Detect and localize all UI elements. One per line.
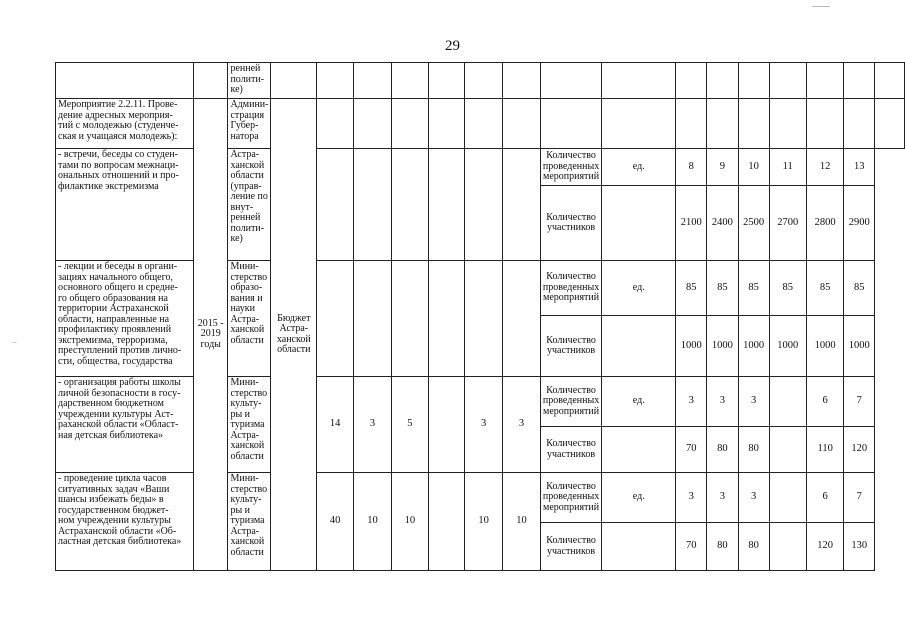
empty-cell — [875, 99, 905, 149]
indicator-value: 85 — [806, 261, 843, 316]
indicator-value — [769, 377, 806, 427]
indicator-value: 3 — [738, 377, 769, 427]
indicator-value: 1000 — [844, 316, 875, 377]
empty-cell — [769, 99, 806, 149]
indicator-value: 6 — [806, 473, 843, 523]
finance-cell — [317, 149, 354, 261]
empty-cell — [676, 99, 707, 149]
finance-cell: 3 — [354, 377, 392, 473]
indicator-value: 11 — [769, 149, 806, 186]
indicator-value: 7 — [844, 473, 875, 523]
empty-cell — [707, 63, 739, 99]
empty-cell — [271, 63, 317, 99]
indicator-value: 2900 — [844, 186, 875, 261]
indicator-name: Количество участников — [540, 316, 601, 377]
indicator-value: 10 — [738, 149, 769, 186]
indicator-value: 85 — [707, 261, 739, 316]
finance-cell — [503, 261, 541, 377]
finance-cell — [465, 261, 503, 377]
finance-cell — [317, 261, 354, 377]
finance-cell: 3 — [503, 377, 541, 473]
activity-responsible: Мини- стерство культу- ры и туризма Астра- ханской области — [228, 473, 271, 571]
indicator-value — [769, 523, 806, 571]
indicator-name: Количество участников — [540, 523, 601, 571]
empty-cell — [738, 63, 769, 99]
finance-cell — [391, 261, 428, 377]
responsible-cell: ренней полити- ке) — [228, 63, 271, 99]
finance-cell — [354, 149, 392, 261]
indicator-value: 120 — [844, 427, 875, 473]
indicator-value: 8 — [676, 149, 707, 186]
empty-cell — [391, 99, 428, 149]
empty-cell — [428, 99, 464, 149]
activity-cell — [56, 63, 194, 99]
indicator-value: 6 — [806, 377, 843, 427]
indicator-value: 130 — [844, 523, 875, 571]
indicator-value: 85 — [844, 261, 875, 316]
empty-cell — [844, 63, 875, 99]
indicator-value: 3 — [676, 473, 707, 523]
finance-cell: 40 — [317, 473, 354, 571]
finance-cell — [428, 261, 464, 377]
activity-responsible: Мини- стерство культу- ры и туризма Астра- ханской области — [228, 377, 271, 473]
indicator-name: Количество участников — [540, 427, 601, 473]
indicator-unit: ед. — [602, 261, 676, 316]
measure-funding: Бюджет Астра- ханской области — [271, 99, 317, 571]
indicator-value: 70 — [676, 523, 707, 571]
finance-cell — [428, 377, 464, 473]
indicator-value: 3 — [738, 473, 769, 523]
indicator-unit — [602, 427, 676, 473]
indicator-value: 1000 — [707, 316, 739, 377]
empty-cell — [354, 63, 392, 99]
empty-cell — [844, 99, 875, 149]
empty-cell — [875, 63, 905, 99]
empty-cell — [707, 99, 739, 149]
indicator-unit: ед. — [602, 149, 676, 186]
finance-cell — [354, 261, 392, 377]
measure-years: 2015 - 2019 годы — [193, 99, 228, 571]
indicator-name: Количество проведенных мероприятий — [540, 149, 601, 186]
table-row — [56, 473, 905, 523]
empty-cell — [806, 63, 843, 99]
indicator-unit — [602, 316, 676, 377]
scan-mark: – — [12, 337, 17, 347]
finance-cell — [503, 149, 541, 261]
finance-cell — [465, 149, 503, 261]
indicator-value: 2500 — [738, 186, 769, 261]
indicator-name: Количество участников — [540, 186, 601, 261]
activity-responsible: Астра- ханской области (управ- ление по внут- ренней полити- ке) — [228, 149, 271, 261]
indicator-value: 80 — [707, 523, 739, 571]
empty-cell — [503, 99, 541, 149]
empty-cell — [738, 99, 769, 149]
table-row — [56, 63, 905, 99]
indicator-value: 2100 — [676, 186, 707, 261]
finance-cell: 10 — [354, 473, 392, 571]
indicator-value: 70 — [676, 427, 707, 473]
indicator-value: 13 — [844, 149, 875, 186]
finance-cell — [428, 149, 464, 261]
empty-cell — [465, 99, 503, 149]
indicator-value: 85 — [676, 261, 707, 316]
indicator-value: 1000 — [738, 316, 769, 377]
indicator-value: 7 — [844, 377, 875, 427]
finance-cell: 10 — [503, 473, 541, 571]
indicator-value — [769, 473, 806, 523]
finance-cell: 10 — [391, 473, 428, 571]
indicator-value: 1000 — [676, 316, 707, 377]
empty-cell — [540, 99, 601, 149]
page-number: 29 — [445, 38, 460, 54]
indicator-value: 110 — [806, 427, 843, 473]
empty-cell — [317, 63, 354, 99]
table-row — [56, 377, 905, 427]
empty-cell — [503, 63, 541, 99]
empty-cell — [602, 63, 676, 99]
empty-cell — [769, 63, 806, 99]
activity-text: - встречи, беседы со студен- тами по вопросам межнаци- ональных отношений и про- филактике экстремизма — [56, 149, 194, 261]
empty-cell — [676, 63, 707, 99]
indicator-value: 9 — [707, 149, 739, 186]
activity-text: - проведение цикла часов ситуативных задач «Ваши шансы избежать беды» в государственном бюджет- ном учреждении культуры Астраханской области «Об- ластная детская библиотека» — [56, 473, 194, 571]
indicator-value: 3 — [707, 473, 739, 523]
table-row — [56, 261, 905, 316]
indicator-unit: ед. — [602, 377, 676, 427]
empty-cell — [602, 99, 676, 149]
activity-text: - организация работы школы личной безопасности в госу- дарственном бюджетном учреждении культуры Аст- раханской области «Област- ная детская библиотека» — [56, 377, 194, 473]
indicator-name: Количество проведенных мероприятий — [540, 473, 601, 523]
indicator-value: 85 — [769, 261, 806, 316]
finance-cell: 5 — [391, 377, 428, 473]
empty-cell — [428, 63, 464, 99]
indicator-value: 80 — [738, 427, 769, 473]
empty-cell — [806, 99, 843, 149]
years-cell — [193, 63, 228, 99]
activity-text: - лекции и беседы в органи- зациях начального общего, основного общего и средне- го общего образования на территории Астраханской области, направленные на профилактику проявлений экстремизма, терроризма, преступлений против лично- сти, общества, государства — [56, 261, 194, 377]
scan-mark — [812, 6, 830, 7]
empty-cell — [391, 63, 428, 99]
empty-cell — [465, 63, 503, 99]
indicator-name: Количество проведенных мероприятий — [540, 261, 601, 316]
indicator-value: 3 — [707, 377, 739, 427]
finance-cell — [391, 149, 428, 261]
indicator-value: 2800 — [806, 186, 843, 261]
table-row — [56, 149, 905, 186]
program-table — [55, 62, 905, 571]
indicator-value: 80 — [738, 523, 769, 571]
finance-cell: 14 — [317, 377, 354, 473]
indicator-value: 1000 — [769, 316, 806, 377]
indicator-value: 85 — [738, 261, 769, 316]
indicator-value: 12 — [806, 149, 843, 186]
indicator-value: 80 — [707, 427, 739, 473]
indicator-value — [769, 427, 806, 473]
indicator-name: Количество проведенных мероприятий — [540, 377, 601, 427]
finance-cell — [428, 473, 464, 571]
measure-responsible: Админи- страция Губер- натора — [228, 99, 271, 149]
indicator-unit: ед. — [602, 473, 676, 523]
indicator-value: 2700 — [769, 186, 806, 261]
indicator-value: 1000 — [806, 316, 843, 377]
empty-cell — [540, 63, 601, 99]
empty-cell — [317, 99, 354, 149]
empty-cell — [354, 99, 392, 149]
finance-cell: 10 — [465, 473, 503, 571]
indicator-unit — [602, 186, 676, 261]
indicator-value: 2400 — [707, 186, 739, 261]
measure-title: Мероприятие 2.2.11. Прове- дение адресных мероприя- тий с молодежью (студенче- ская и учащаяся молодежь): — [56, 99, 194, 149]
indicator-value: 120 — [806, 523, 843, 571]
table-row — [56, 99, 905, 149]
indicator-value: 3 — [676, 377, 707, 427]
activity-responsible: Мини- стерство образо- вания и науки Астра- ханской области — [228, 261, 271, 377]
finance-cell: 3 — [465, 377, 503, 473]
indicator-unit — [602, 523, 676, 571]
